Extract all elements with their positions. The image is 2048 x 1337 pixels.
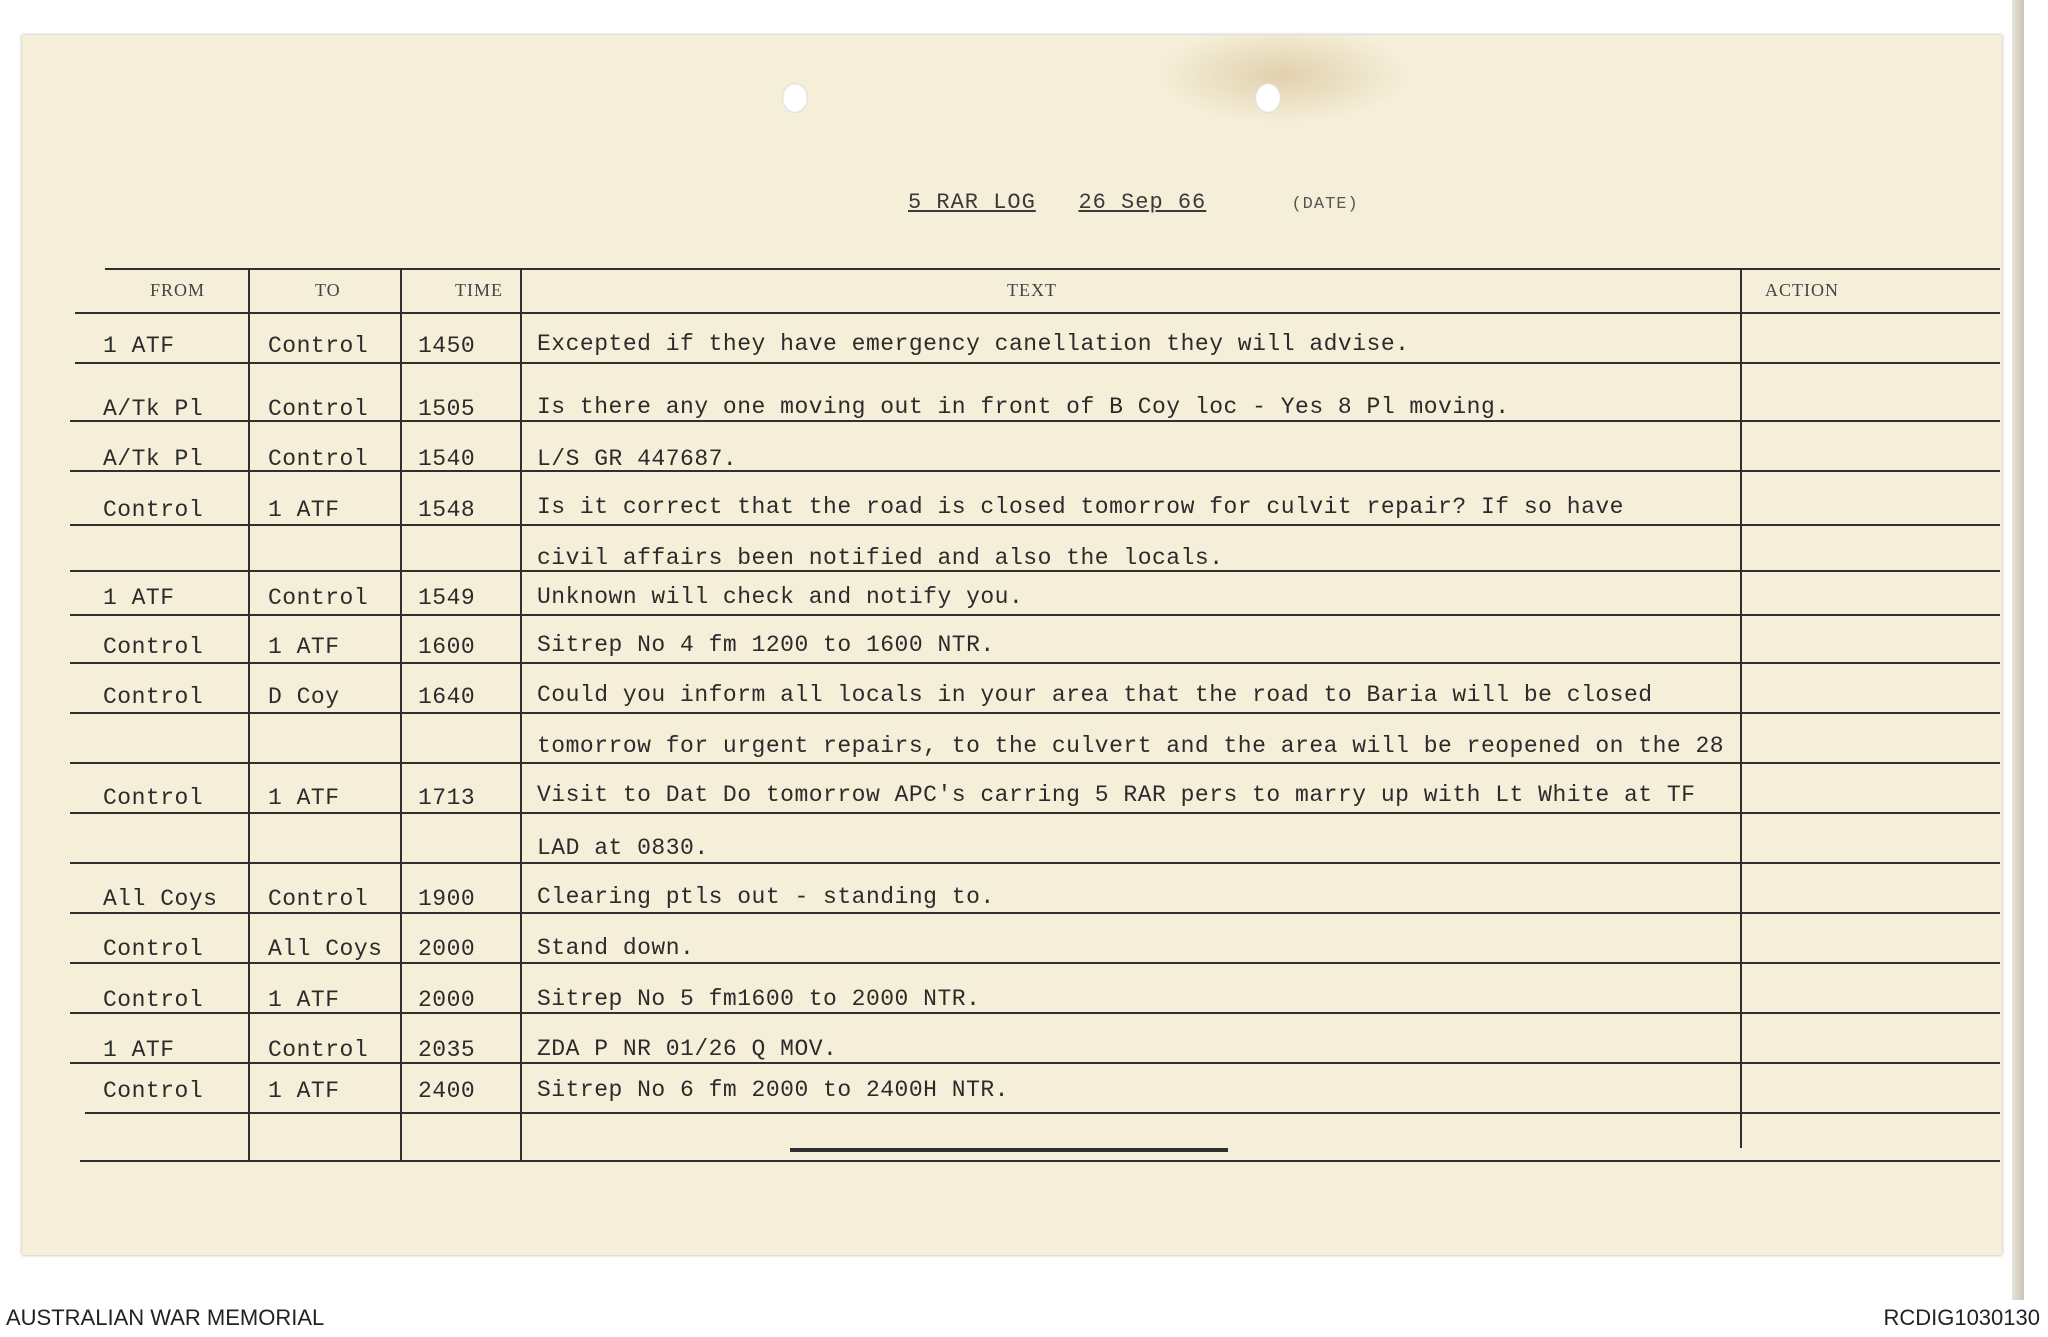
row-to: 1 ATF	[268, 1078, 340, 1104]
paper-edge	[2012, 0, 2024, 1300]
row-text: ZDA P NR 01/26 Q MOV.	[537, 1036, 838, 1062]
column-divider	[1740, 268, 1742, 1148]
row-text: Excepted if they have emergency canellation they will advise.	[537, 331, 1410, 357]
row-text: L/S GR 447687.	[537, 446, 738, 472]
row-rule	[70, 1012, 2000, 1014]
header-from: FROM	[150, 280, 206, 300]
row-text: Unknown will check and notify you.	[537, 584, 1024, 610]
row-to: D Coy	[268, 684, 340, 710]
header-action: ACTION	[1765, 280, 1839, 300]
row-text: Visit to Dat Do tomorrow APC's carring 5 RAR pers to marry up with Lt White at TF	[537, 782, 1696, 808]
row-time: 2000	[418, 987, 476, 1013]
row-to: Control	[268, 886, 369, 912]
column-divider	[400, 268, 402, 1160]
row-text: Clearing ptls out - standing to.	[537, 884, 995, 910]
row-from: Control	[103, 1078, 204, 1104]
row-rule	[70, 762, 2000, 764]
row-to: 1 ATF	[268, 987, 340, 1013]
row-time: 1505	[418, 396, 476, 422]
row-to: Control	[268, 1037, 369, 1063]
end-mark	[790, 1148, 1228, 1152]
header-rule	[75, 312, 2000, 314]
row-to: Control	[268, 396, 369, 422]
row-from: A/Tk Pl	[103, 446, 204, 472]
log-date-label: (DATE)	[1291, 195, 1359, 214]
row-rule	[70, 962, 2000, 964]
archive-credit: AUSTRALIAN WAR MEMORIAL	[6, 1305, 325, 1330]
row-text: tomorrow for urgent repairs, to the culvert and the area will be reopened on the 28	[537, 733, 1725, 759]
log-date: 26 Sep 66	[1078, 190, 1207, 215]
row-rule	[75, 362, 2000, 364]
row-time: 1600	[418, 634, 476, 660]
punch-hole	[782, 83, 808, 113]
row-rule	[70, 662, 2000, 664]
row-from: Control	[103, 987, 204, 1013]
row-from: A/Tk Pl	[103, 396, 204, 422]
row-to: Control	[268, 333, 369, 359]
row-to: Control	[268, 446, 369, 472]
row-time: 1640	[418, 684, 476, 710]
row-text: Stand down.	[537, 935, 695, 961]
row-rule	[70, 614, 2000, 616]
row-time: 1900	[418, 886, 476, 912]
row-text: Is there any one moving out in front of B Coy loc - Yes 8 Pl moving.	[537, 394, 1510, 420]
record-id: RCDIG1030130	[1883, 1305, 2040, 1330]
row-to: 1 ATF	[268, 497, 340, 523]
column-divider	[520, 268, 522, 1160]
row-rule	[85, 1112, 2000, 1114]
header-to: TO	[315, 280, 341, 300]
header-text: TEXT	[1007, 280, 1057, 300]
row-text: Sitrep No 4 fm 1200 to 1600 NTR.	[537, 632, 995, 658]
row-text: civil affairs been notified and also the locals.	[537, 545, 1224, 571]
row-from: Control	[103, 936, 204, 962]
row-time: 1540	[418, 446, 476, 472]
row-time: 2035	[418, 1037, 476, 1063]
row-time: 2400	[418, 1078, 476, 1104]
row-time: 1549	[418, 585, 476, 611]
row-rule	[70, 862, 2000, 864]
log-unit: 5 RAR LOG	[908, 190, 1036, 215]
table-bottom-rule	[80, 1160, 2000, 1162]
header-time: TIME	[455, 280, 503, 300]
row-text: Could you inform all locals in your area that the road to Baria will be closed	[537, 682, 1653, 708]
row-time: 2000	[418, 936, 476, 962]
row-to: 1 ATF	[268, 634, 340, 660]
row-from: 1 ATF	[103, 1037, 175, 1063]
row-rule	[70, 524, 2000, 526]
row-rule	[70, 912, 2000, 914]
row-text: Sitrep No 5 fm1600 to 2000 NTR.	[537, 986, 981, 1012]
row-text: LAD at 0830.	[537, 835, 709, 861]
row-rule	[70, 712, 2000, 714]
row-time: 1713	[418, 785, 476, 811]
row-time: 1548	[418, 497, 476, 523]
table-top-rule	[105, 268, 2000, 270]
row-from: All Coys	[103, 886, 218, 912]
column-divider	[248, 268, 250, 1160]
log-title	[908, 190, 1359, 215]
row-from: Control	[103, 497, 204, 523]
row-to: Control	[268, 585, 369, 611]
row-from: Control	[103, 785, 204, 811]
punch-hole	[1255, 83, 1281, 113]
row-rule	[70, 812, 2000, 814]
row-from: 1 ATF	[103, 585, 175, 611]
row-text: Sitrep No 6 fm 2000 to 2400H NTR.	[537, 1077, 1009, 1103]
row-to: 1 ATF	[268, 785, 340, 811]
row-time: 1450	[418, 333, 476, 359]
row-from: Control	[103, 684, 204, 710]
row-text: Is it correct that the road is closed tomorrow for culvit repair? If so have	[537, 494, 1624, 520]
row-from: 1 ATF	[103, 333, 175, 359]
row-from: Control	[103, 634, 204, 660]
row-to: All Coys	[268, 936, 383, 962]
